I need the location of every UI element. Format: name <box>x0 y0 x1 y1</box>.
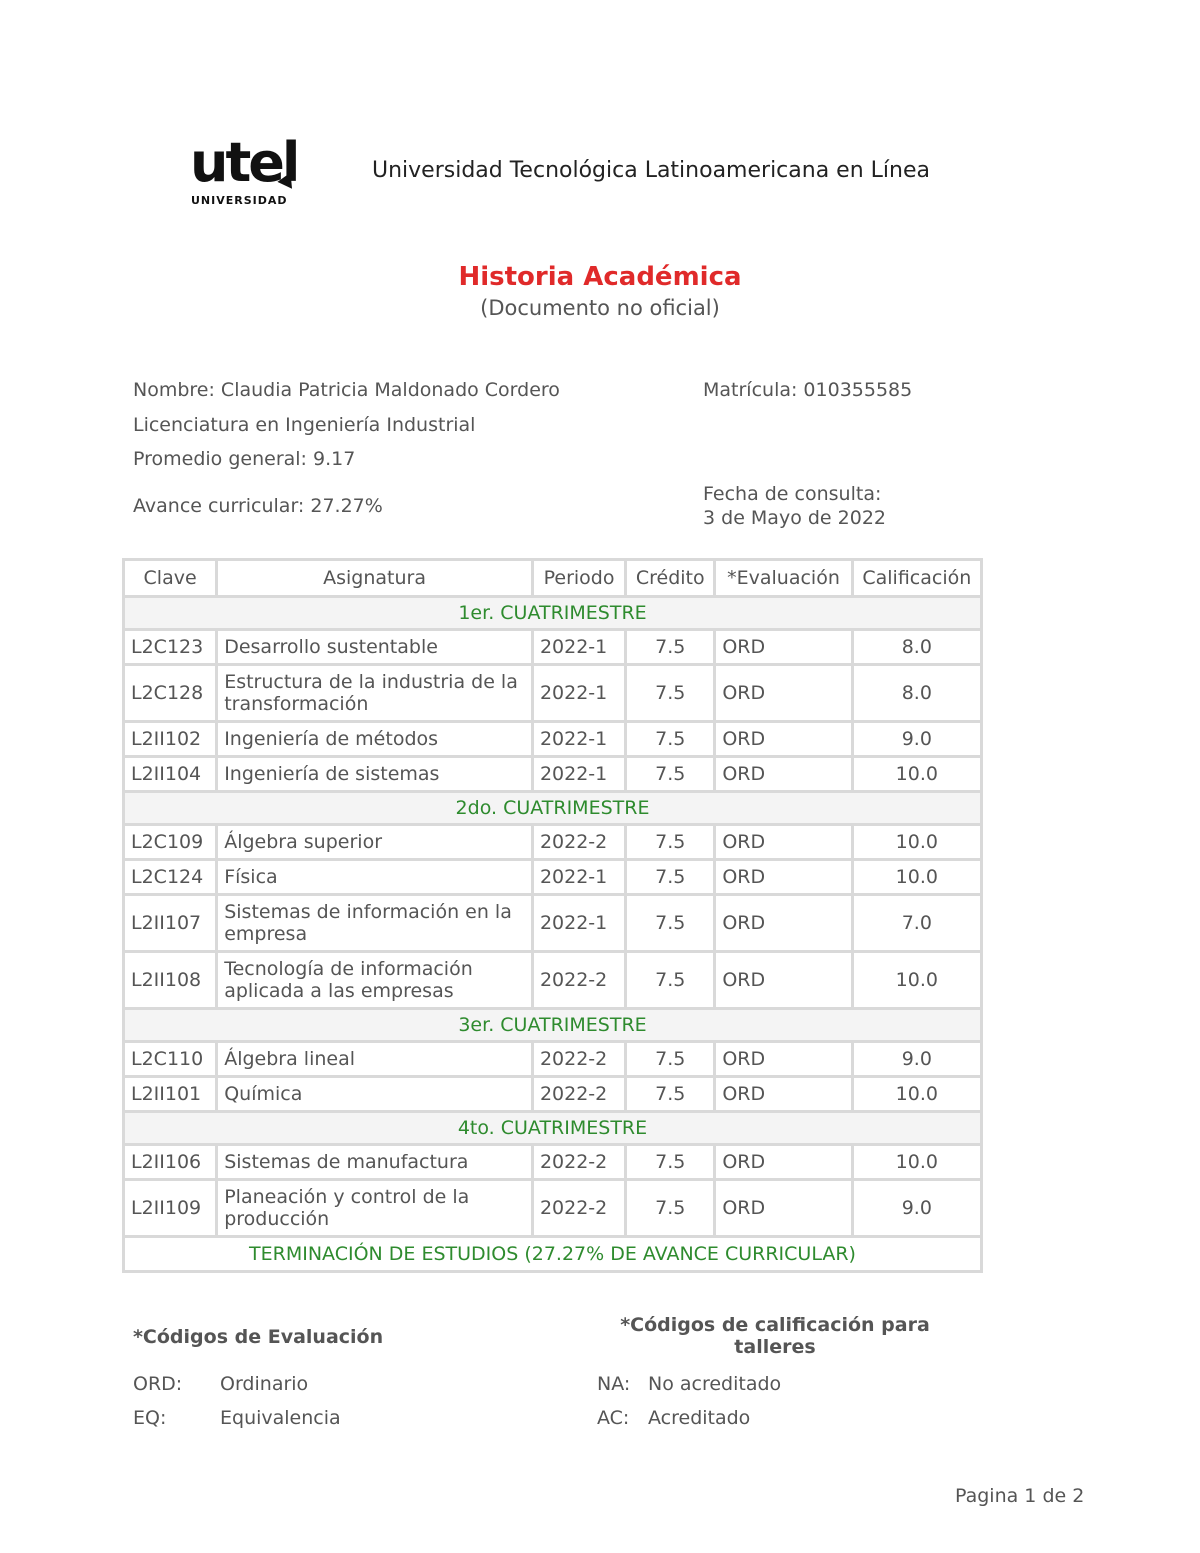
cell-credito: 7.5 <box>627 896 713 950</box>
page-number: Pagina 1 de 2 <box>955 1485 1085 1507</box>
section-title: 2do. CUATRIMESTRE <box>125 793 980 823</box>
completion-summary: TERMINACIÓN DE ESTUDIOS (27.27% DE AVANCE CURRICULAR) <box>125 1238 980 1270</box>
cell-asignatura: Sistemas de manufactura <box>218 1146 531 1178</box>
completion-row <box>125 1238 980 1270</box>
cell-clave: L2II108 <box>125 953 215 1007</box>
cell-periodo: 2022-1 <box>534 666 624 720</box>
cell-evaluacion: ORD <box>716 1181 850 1235</box>
cell-clave: L2II109 <box>125 1181 215 1235</box>
cell-evaluacion: ORD <box>716 826 850 858</box>
cell-clave: L2II107 <box>125 896 215 950</box>
query-date-label: Fecha de consulta: <box>703 483 882 505</box>
workshop-codes-title-line2: talleres <box>734 1336 816 1358</box>
header-evaluacion: *Evaluación <box>716 561 850 595</box>
student-progress: Avance curricular: 27.27% <box>133 495 383 517</box>
workshop-codes-title <box>560 1314 990 1358</box>
table-row <box>125 1181 980 1235</box>
cell-calificacion: 9.0 <box>854 723 980 755</box>
cell-credito: 7.5 <box>627 826 713 858</box>
cell-evaluacion: ORD <box>716 666 850 720</box>
table-row <box>125 666 980 720</box>
section-row <box>125 1010 980 1040</box>
cell-clave: L2II102 <box>125 723 215 755</box>
grades-table <box>122 558 983 1273</box>
section-row <box>125 793 980 823</box>
table-row <box>125 861 980 893</box>
cell-asignatura: Sistemas de información en la empresa <box>218 896 531 950</box>
cell-clave: L2C110 <box>125 1043 215 1075</box>
table-row <box>125 1043 980 1075</box>
evaluation-codes-title: *Códigos de Evaluación <box>133 1326 384 1348</box>
cell-evaluacion: ORD <box>716 1078 850 1110</box>
cell-asignatura: Álgebra superior <box>218 826 531 858</box>
cell-asignatura: Álgebra lineal <box>218 1043 531 1075</box>
cell-credito: 7.5 <box>627 1146 713 1178</box>
eval-desc-eq: Equivalencia <box>220 1407 341 1429</box>
table-row <box>125 758 980 790</box>
table-row <box>125 896 980 950</box>
cell-credito: 7.5 <box>627 723 713 755</box>
cell-clave: L2C128 <box>125 666 215 720</box>
cell-periodo: 2022-1 <box>534 861 624 893</box>
cell-evaluacion: ORD <box>716 861 850 893</box>
cell-periodo: 2022-2 <box>534 1181 624 1235</box>
section-title: 1er. CUATRIMESTRE <box>125 598 980 628</box>
document-subtitle: (Documento no oficial) <box>480 296 720 320</box>
header-periodo: Periodo <box>534 561 624 595</box>
cell-periodo: 2022-2 <box>534 1146 624 1178</box>
cell-clave: L2C123 <box>125 631 215 663</box>
section-row <box>125 598 980 628</box>
cell-asignatura: Planeación y control de la producción <box>218 1181 531 1235</box>
cell-asignatura: Ingeniería de métodos <box>218 723 531 755</box>
workshop-code-ac: AC: <box>597 1407 630 1429</box>
cell-asignatura: Tecnología de información aplicada a las empresas <box>218 953 531 1007</box>
cell-credito: 7.5 <box>627 666 713 720</box>
university-name: Universidad Tecnológica Latinoamericana en Línea <box>372 158 930 183</box>
table-row <box>125 953 980 1007</box>
cell-calificacion: 10.0 <box>854 826 980 858</box>
cell-calificacion: 10.0 <box>854 1146 980 1178</box>
cell-asignatura: Física <box>218 861 531 893</box>
eval-desc-ord: Ordinario <box>220 1373 309 1395</box>
student-matricula: Matrícula: 010355585 <box>703 379 913 401</box>
cell-calificacion: 9.0 <box>854 1043 980 1075</box>
header-credito: Crédito <box>627 561 713 595</box>
cell-asignatura: Ingeniería de sistemas <box>218 758 531 790</box>
cell-credito: 7.5 <box>627 1078 713 1110</box>
query-date-value: 3 de Mayo de 2022 <box>703 507 887 529</box>
cell-evaluacion: ORD <box>716 723 850 755</box>
table-row <box>125 826 980 858</box>
student-program: Licenciatura en Ingeniería Industrial <box>133 414 476 436</box>
cell-credito: 7.5 <box>627 758 713 790</box>
student-name: Nombre: Claudia Patricia Maldonado Cordero <box>133 379 560 401</box>
section-title: 3er. CUATRIMESTRE <box>125 1010 980 1040</box>
cell-clave: L2II106 <box>125 1146 215 1178</box>
cell-evaluacion: ORD <box>716 631 850 663</box>
cell-evaluacion: ORD <box>716 1043 850 1075</box>
cell-evaluacion: ORD <box>716 758 850 790</box>
cell-evaluacion: ORD <box>716 953 850 1007</box>
cell-evaluacion: ORD <box>716 1146 850 1178</box>
cell-calificacion: 10.0 <box>854 758 980 790</box>
section-title: 4to. CUATRIMESTRE <box>125 1113 980 1143</box>
cell-periodo: 2022-1 <box>534 631 624 663</box>
header-calificacion: Calificación <box>854 561 980 595</box>
eval-code-eq: EQ: <box>133 1407 167 1429</box>
student-average: Promedio general: 9.17 <box>133 448 356 470</box>
cell-calificacion: 9.0 <box>854 1181 980 1235</box>
header-asignatura: Asignatura <box>218 561 531 595</box>
cell-calificacion: 10.0 <box>854 861 980 893</box>
header-clave: Clave <box>125 561 215 595</box>
cell-credito: 7.5 <box>627 861 713 893</box>
table-row <box>125 1146 980 1178</box>
cell-calificacion: 8.0 <box>854 666 980 720</box>
cell-calificacion: 7.0 <box>854 896 980 950</box>
workshop-code-na: NA: <box>597 1373 631 1395</box>
document-title: Historia Académica <box>458 262 742 292</box>
cell-credito: 7.5 <box>627 1181 713 1235</box>
cell-evaluacion: ORD <box>716 896 850 950</box>
cell-clave: L2II101 <box>125 1078 215 1110</box>
utel-logo <box>190 132 302 210</box>
section-row <box>125 1113 980 1143</box>
cell-calificacion: 8.0 <box>854 631 980 663</box>
table-header-row <box>125 561 980 595</box>
cell-credito: 7.5 <box>627 1043 713 1075</box>
logo-text: utel <box>190 131 298 194</box>
cell-periodo: 2022-1 <box>534 723 624 755</box>
cell-periodo: 2022-2 <box>534 1043 624 1075</box>
workshop-desc-ac: Acreditado <box>648 1407 751 1429</box>
table-row <box>125 723 980 755</box>
cell-periodo: 2022-2 <box>534 953 624 1007</box>
cell-clave: L2C109 <box>125 826 215 858</box>
cell-clave: L2C124 <box>125 861 215 893</box>
eval-code-ord: ORD: <box>133 1373 183 1395</box>
cell-periodo: 2022-2 <box>534 826 624 858</box>
cell-calificacion: 10.0 <box>854 1078 980 1110</box>
cell-periodo: 2022-2 <box>534 1078 624 1110</box>
workshop-desc-na: No acreditado <box>648 1373 782 1395</box>
table-row <box>125 1078 980 1110</box>
cell-periodo: 2022-1 <box>534 758 624 790</box>
cell-periodo: 2022-1 <box>534 896 624 950</box>
cell-credito: 7.5 <box>627 631 713 663</box>
workshop-codes-title-line1: *Códigos de calificación para <box>620 1314 930 1336</box>
cell-asignatura: Química <box>218 1078 531 1110</box>
cell-asignatura: Desarrollo sustentable <box>218 631 531 663</box>
cell-credito: 7.5 <box>627 953 713 1007</box>
table-row <box>125 631 980 663</box>
logo-subtext: UNIVERSIDAD <box>191 194 288 207</box>
cell-calificacion: 10.0 <box>854 953 980 1007</box>
cell-clave: L2II104 <box>125 758 215 790</box>
cell-asignatura: Estructura de la industria de la transformación <box>218 666 531 720</box>
